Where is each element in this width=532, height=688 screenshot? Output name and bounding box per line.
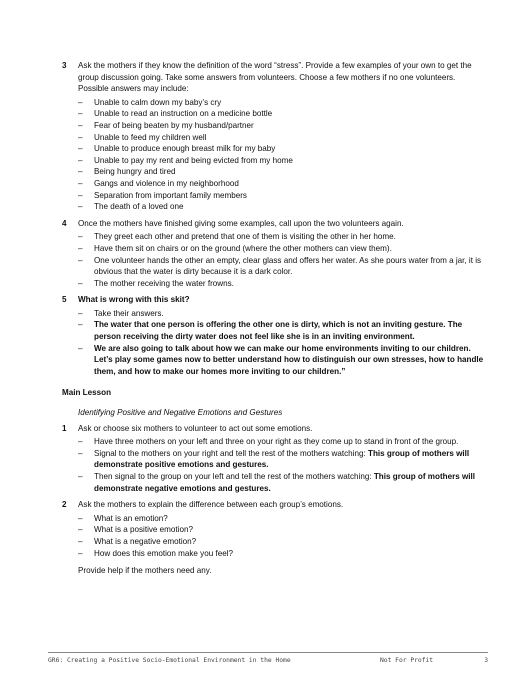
list-item: – Unable to calm down my baby’s cry	[78, 97, 222, 107]
dash-icon: –	[78, 308, 83, 318]
list-item: – What is a negative emotion?	[78, 536, 197, 546]
dash-icon: –	[78, 448, 83, 458]
dash-icon: –	[78, 190, 83, 200]
step-item	[62, 294, 488, 377]
step-number: 5	[62, 295, 67, 305]
bullet-list	[78, 436, 488, 494]
step-number: 1	[62, 423, 67, 433]
step-text: What is wrong with this skit?	[78, 295, 190, 305]
dash-icon: –	[78, 320, 83, 330]
step-number: 2	[62, 500, 67, 510]
footer-rule	[48, 652, 488, 653]
dash-icon: –	[78, 202, 83, 212]
list-item: – Have three mothers on your left and three on your right as they come up to stand in front of the group.	[78, 437, 459, 447]
dash-icon: –	[78, 178, 83, 188]
bullet-list	[78, 97, 488, 213]
step-text: Ask or choose six mothers to volunteer to act out some emotions.	[78, 423, 313, 433]
list-item: – Then signal to the group on your left and tell the rest of the mothers watching: This group of mothers will demonstrate negative emotions and gestures.	[78, 472, 476, 493]
dash-icon: –	[78, 513, 83, 523]
list-item: – What is an emotion?	[78, 513, 168, 523]
list-item: – How does this emotion make you feel?	[78, 548, 234, 558]
list-item: – We are also going to talk about how we can make our home environments inviting to our children. Let’s play some games now to better understand how to distinguish our own stresses, how to handle them, and how to make our homes more inviting to our children.”	[78, 343, 484, 376]
list-item: – Separation from important family members	[78, 190, 247, 200]
bullet-list	[78, 308, 488, 378]
dash-icon: –	[78, 437, 83, 447]
list-item: – Have them sit on chairs or on the ground (where the other mothers can view them).	[78, 243, 392, 253]
step-item	[62, 423, 488, 495]
dash-icon: –	[78, 343, 83, 353]
dash-icon: –	[78, 255, 83, 265]
step-item	[62, 60, 488, 213]
footer-title: GR6: Creating a Positive Socio-Emotional Environment in the Home	[48, 657, 291, 664]
list-item: – Unable to read an instruction on a medicine bottle	[78, 109, 273, 119]
footer-notice: Not For Profit	[380, 657, 434, 664]
list-item: – The mother receiving the water frowns.	[78, 278, 234, 288]
page-footer	[48, 657, 488, 664]
dash-icon: –	[78, 525, 83, 535]
bullet-list	[78, 231, 488, 289]
dash-icon: –	[78, 155, 83, 165]
list-item: – One volunteer hands the other an empty, clear glass and offers her water. As she pours water from a jar, it is obvious that the water is dirty because it is a dark color.	[78, 255, 482, 277]
dash-icon: –	[78, 278, 83, 288]
dash-icon: –	[78, 144, 83, 154]
list-item: – Fear of being beaten by my husband/partner	[78, 120, 254, 130]
list-item: – Take their answers.	[78, 308, 164, 318]
list-item: – What is a positive emotion?	[78, 525, 193, 535]
step-text: Once the mothers have finished giving some examples, call upon the two volunteers again.	[78, 218, 404, 228]
section-subtitle: Identifying Positive and Negative Emotions and Gestures	[78, 408, 283, 418]
list-item: – Unable to feed my children well	[78, 132, 207, 142]
step-text: Ask the mothers to explain the difference between each group’s emotions.	[78, 500, 344, 510]
list-item: – The death of a loved one	[78, 202, 184, 212]
dash-icon: –	[78, 243, 83, 253]
list-item: – Gangs and violence in my neighborhood	[78, 178, 239, 188]
dash-icon: –	[78, 109, 83, 119]
dash-icon: –	[78, 536, 83, 546]
bullet-list	[78, 513, 488, 559]
dash-icon: –	[78, 132, 83, 142]
dash-icon: –	[78, 232, 83, 242]
dash-icon: –	[78, 120, 83, 130]
page-content	[62, 60, 488, 582]
dash-icon: –	[78, 167, 83, 177]
list-item: – Signal to the mothers on your right and tell the rest of the mothers watching: This group of mothers will demonstrate positive emotions and gestures.	[78, 448, 470, 470]
main-lesson-section	[62, 387, 488, 418]
dash-icon: –	[78, 97, 83, 107]
step-item	[62, 499, 488, 577]
step-item	[62, 218, 488, 290]
section-heading: Main Lesson	[62, 388, 112, 398]
list-item: – Unable to pay my rent and being evicted from my home	[78, 155, 293, 165]
list-item: – The water that one person is offering the other one is dirty, which is not an inviting gesture. The person receiving the dirty water does not feel like she is in an inviting environment.	[78, 320, 463, 342]
list-item: – Unable to produce enough breast milk for my baby	[78, 144, 276, 154]
step-text: Ask the mothers if they know the definition of the word “stress”. Provide a few examples of your own to get the group discussion going. Take some answers from volunteers. Choose a few mothers if no one volunteers. Possible answers may include:	[78, 61, 472, 94]
dash-icon: –	[78, 472, 83, 481]
page-number: 3	[484, 657, 488, 664]
step-number: 3	[62, 61, 67, 70]
dash-icon: –	[78, 548, 83, 558]
step-number: 4	[62, 218, 67, 228]
list-item: – They greet each other and pretend that one of them is visiting the other in her home.	[78, 232, 396, 242]
list-item: – Being hungry and tired	[78, 167, 176, 177]
closing-note: Provide help if the mothers need any.	[78, 566, 212, 576]
